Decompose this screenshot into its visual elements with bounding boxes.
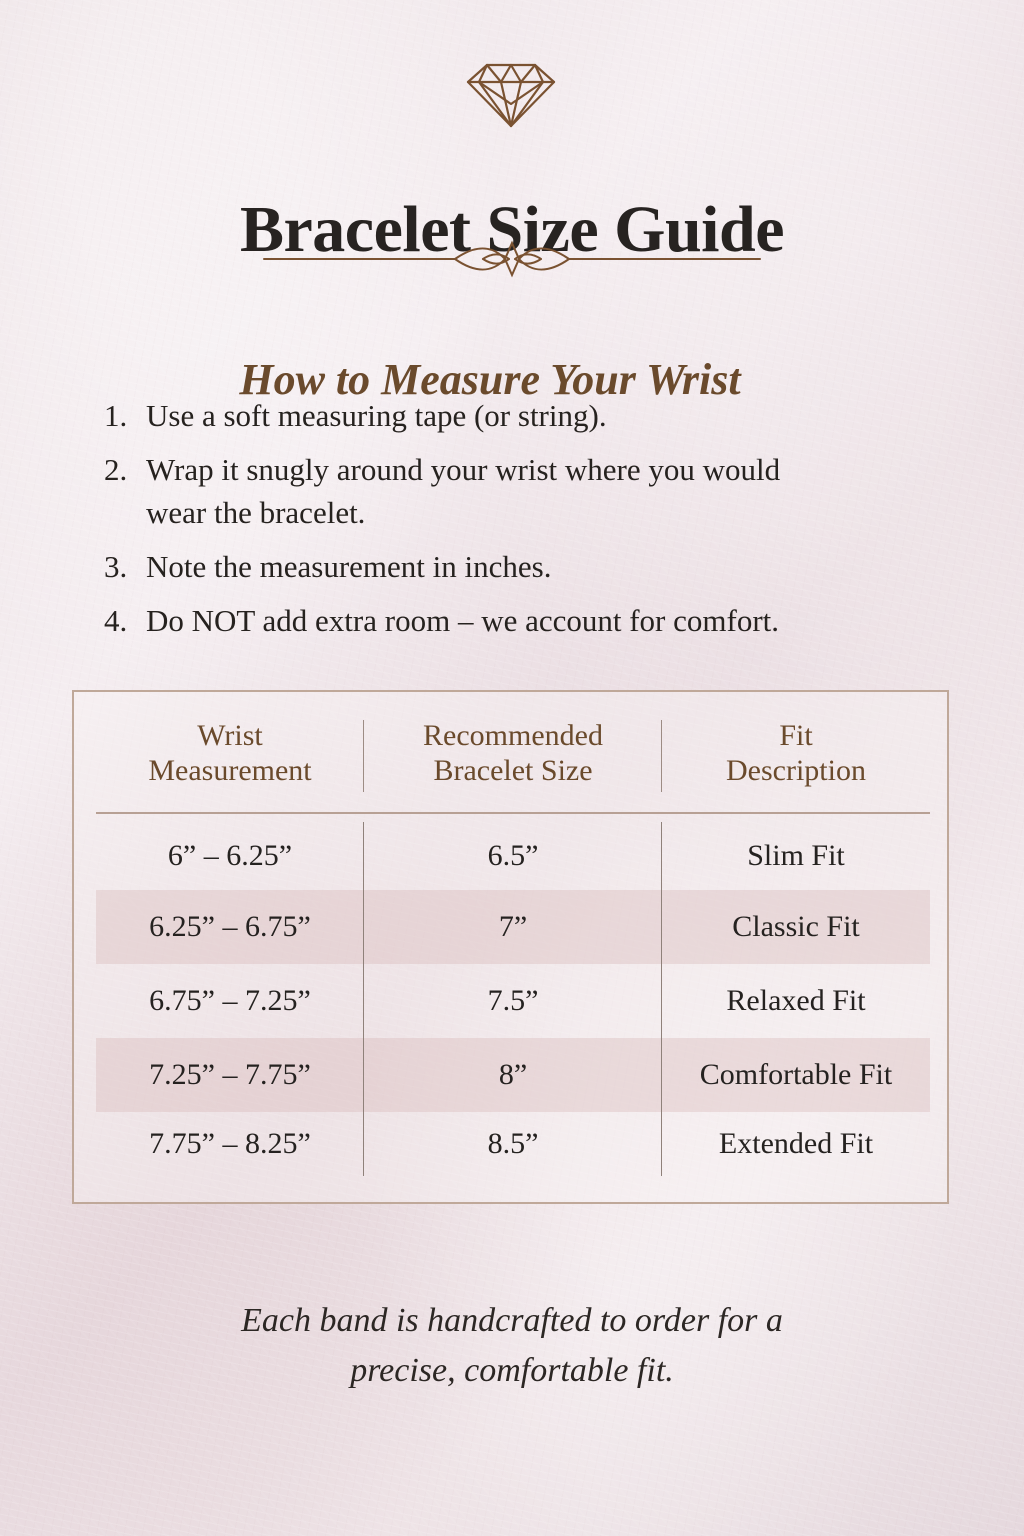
footer-note-line: Each band is handcrafted to order for a	[241, 1302, 783, 1339]
recommended-size-cell: 7.5”	[364, 964, 662, 1038]
measurement-instructions-list	[104, 394, 944, 653]
wrist-measurement-cell: 6” – 6.25”	[96, 822, 364, 890]
recommended-size-cell: 6.5”	[364, 822, 662, 890]
header-line: Bracelet Size	[433, 754, 593, 787]
handcrafted-fit-note	[150, 1296, 874, 1396]
table-row	[96, 822, 930, 890]
header-line: Recommended	[423, 719, 603, 752]
wrist-measurement-cell: 6.25” – 6.75”	[96, 890, 364, 964]
header-line: Fit	[779, 719, 813, 752]
recommended-size-cell: 8”	[364, 1038, 662, 1112]
instruction-number: 1.	[104, 398, 128, 433]
measure-section-heading: How to Measure Your Wrist	[239, 354, 741, 404]
instruction-item	[104, 448, 944, 534]
page-title: Bracelet Size Guide	[239, 193, 785, 267]
header-line: Description	[726, 754, 866, 787]
wrist-measurement-cell: 7.25” – 7.75”	[96, 1038, 364, 1112]
bracelet-size-table	[72, 690, 949, 1204]
header-line: Measurement	[148, 754, 312, 787]
instruction-item	[104, 545, 944, 588]
table-row	[96, 1112, 930, 1176]
table-row	[96, 964, 930, 1038]
instruction-number: 3.	[104, 549, 128, 584]
ornament-divider-icon	[262, 238, 762, 280]
instruction-number: 4.	[104, 603, 128, 638]
table-row	[96, 1038, 930, 1112]
instruction-text: Do NOT add extra room – we account for comfort.	[146, 603, 780, 638]
header-line: Wrist	[197, 719, 263, 752]
instruction-text: Use a soft measuring tape (or string).	[146, 398, 607, 433]
fit-description-header	[662, 716, 930, 812]
footer-note-line: precise, comfortable fit.	[350, 1352, 674, 1389]
instruction-text: Note the measurement in inches.	[146, 549, 552, 584]
gem-icon	[453, 60, 569, 130]
wrist-measurement-cell: 6.75” – 7.25”	[96, 964, 364, 1038]
table-row	[96, 890, 930, 964]
instruction-item	[104, 599, 944, 642]
instruction-item	[104, 394, 944, 437]
table-header	[96, 716, 930, 814]
wrist-measurement-header	[96, 716, 364, 812]
wrist-measurement-cell: 7.75” – 8.25”	[96, 1112, 364, 1176]
recommended-size-header	[364, 716, 662, 812]
recommended-size-cell: 7”	[364, 890, 662, 964]
table-body	[96, 822, 930, 1164]
instruction-text: Wrap it snugly around your wrist where you would wear the bracelet.	[146, 452, 781, 530]
fit-description-cell: Classic Fit	[732, 910, 860, 943]
recommended-size-cell: 8.5”	[364, 1112, 662, 1176]
fit-description-cell: Slim Fit	[747, 839, 845, 872]
fit-description-cell: Extended Fit	[718, 1127, 874, 1160]
fit-description-cell: Comfortable Fit	[699, 1058, 893, 1091]
fit-description-cell: Relaxed Fit	[726, 984, 866, 1017]
instruction-number: 2.	[104, 452, 128, 487]
